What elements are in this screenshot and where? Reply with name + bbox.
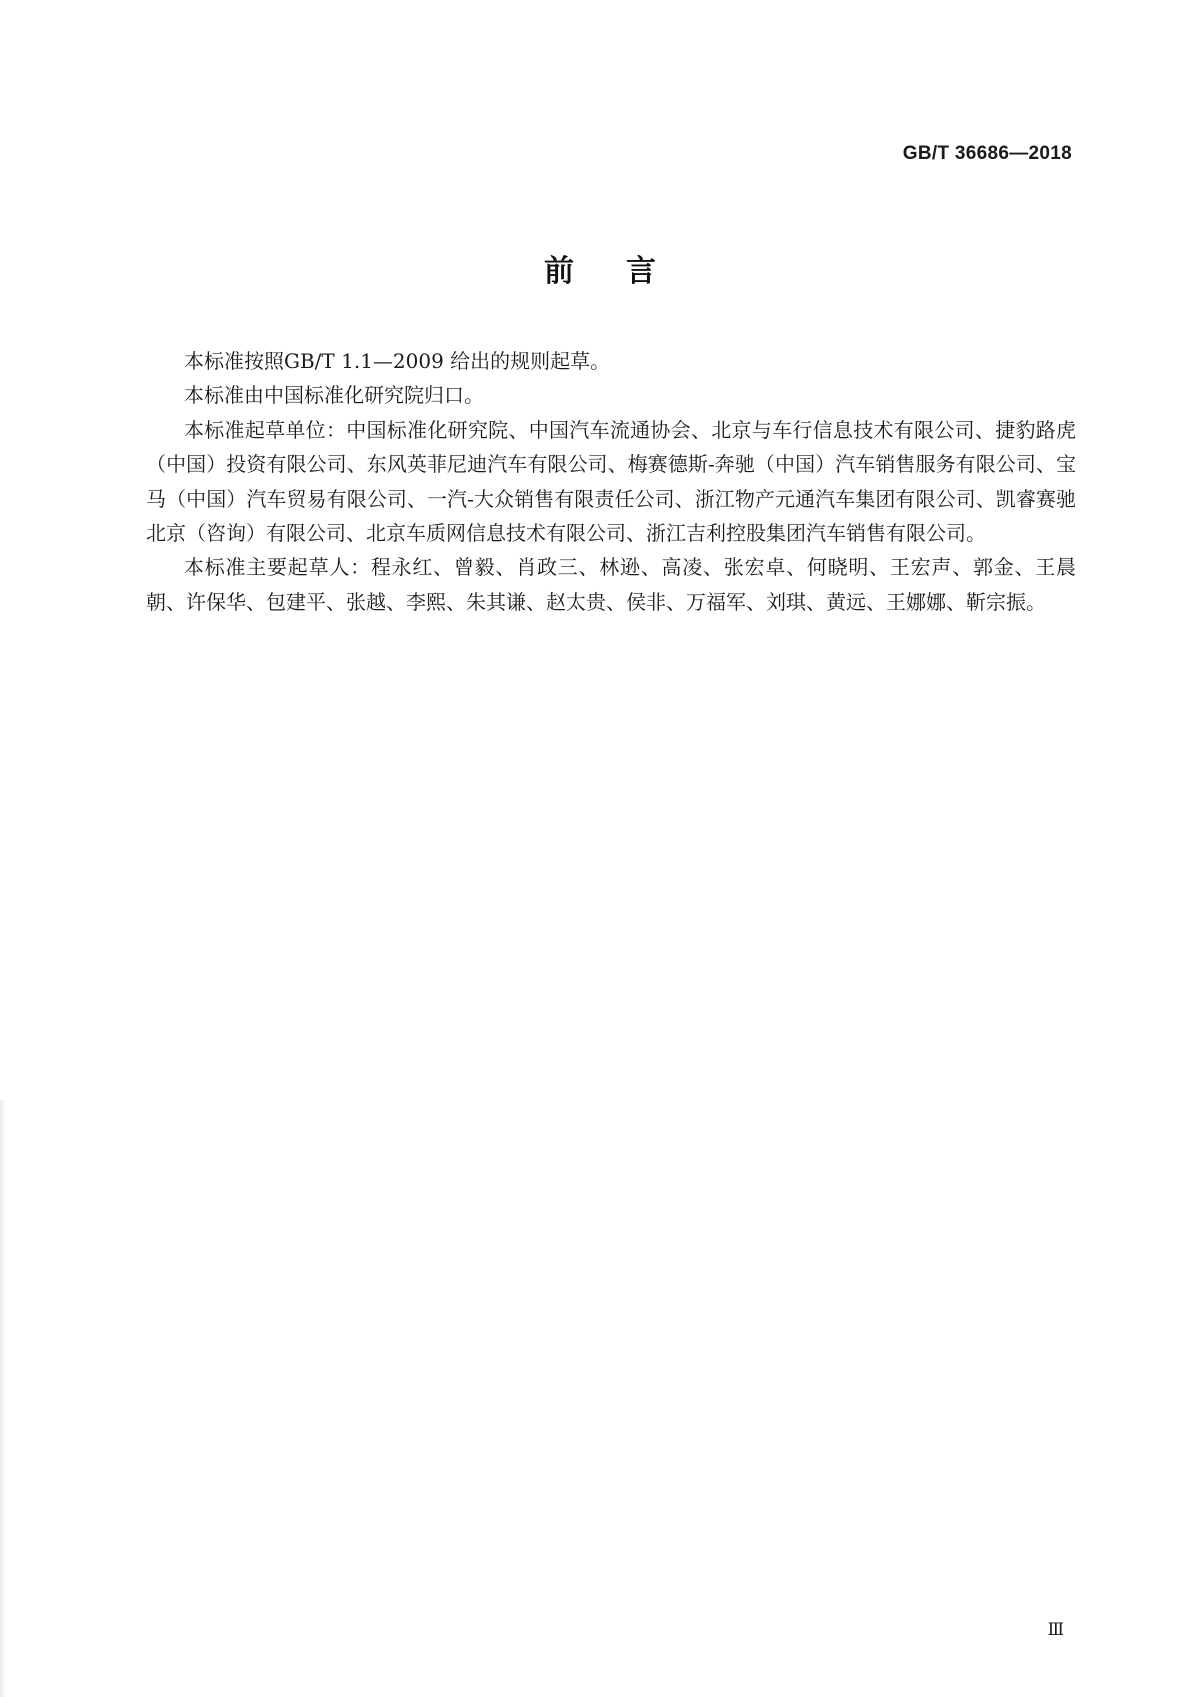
paragraph-drafting-rules: 本标准按照GB/T 1.1—2009 给出的规则起草。 <box>184 349 611 373</box>
standard-code: GB/T 36686—2018 <box>902 143 1072 164</box>
paragraph-main-drafters: 本标准主要起草人：程永红、曾毅、肖政三、林逊、高凌、张宏卓、何晓明、王宏声、郭金、王晨朝、许保华、包建平、张越、李熙、朱其谦、赵太贵、侯非、万福军、刘琪、黄远、王娜娜、靳宗振。 <box>146 555 1076 614</box>
page-number: Ⅲ <box>1047 1620 1064 1640</box>
page-title: 前言 <box>544 254 708 289</box>
scan-edge-shadow <box>0 1100 6 1697</box>
paragraph-administration: 本标准由中国标准化研究院归口。 <box>184 383 484 408</box>
paragraph-drafting-units: 本标准起草单位：中国标准化研究院、中国汽车流通协会、北京与车行信息技术有限公司、捷豹路虎（中国）投资有限公司、东风英菲尼迪汽车有限公司、梅赛德斯-奔驰（中国）汽车销售服务有限公司、宝马（中国）汽车贸易有限公司、一汽-大众销售有限责任公司、浙江物产元通汽车集团有限公司、凯睿赛驰北京（咨询）有限公司、北京车质网信息技术有限公司、浙江吉利控股集团汽车销售有限公司。 <box>146 417 1076 546</box>
foreword-body <box>146 344 1076 619</box>
